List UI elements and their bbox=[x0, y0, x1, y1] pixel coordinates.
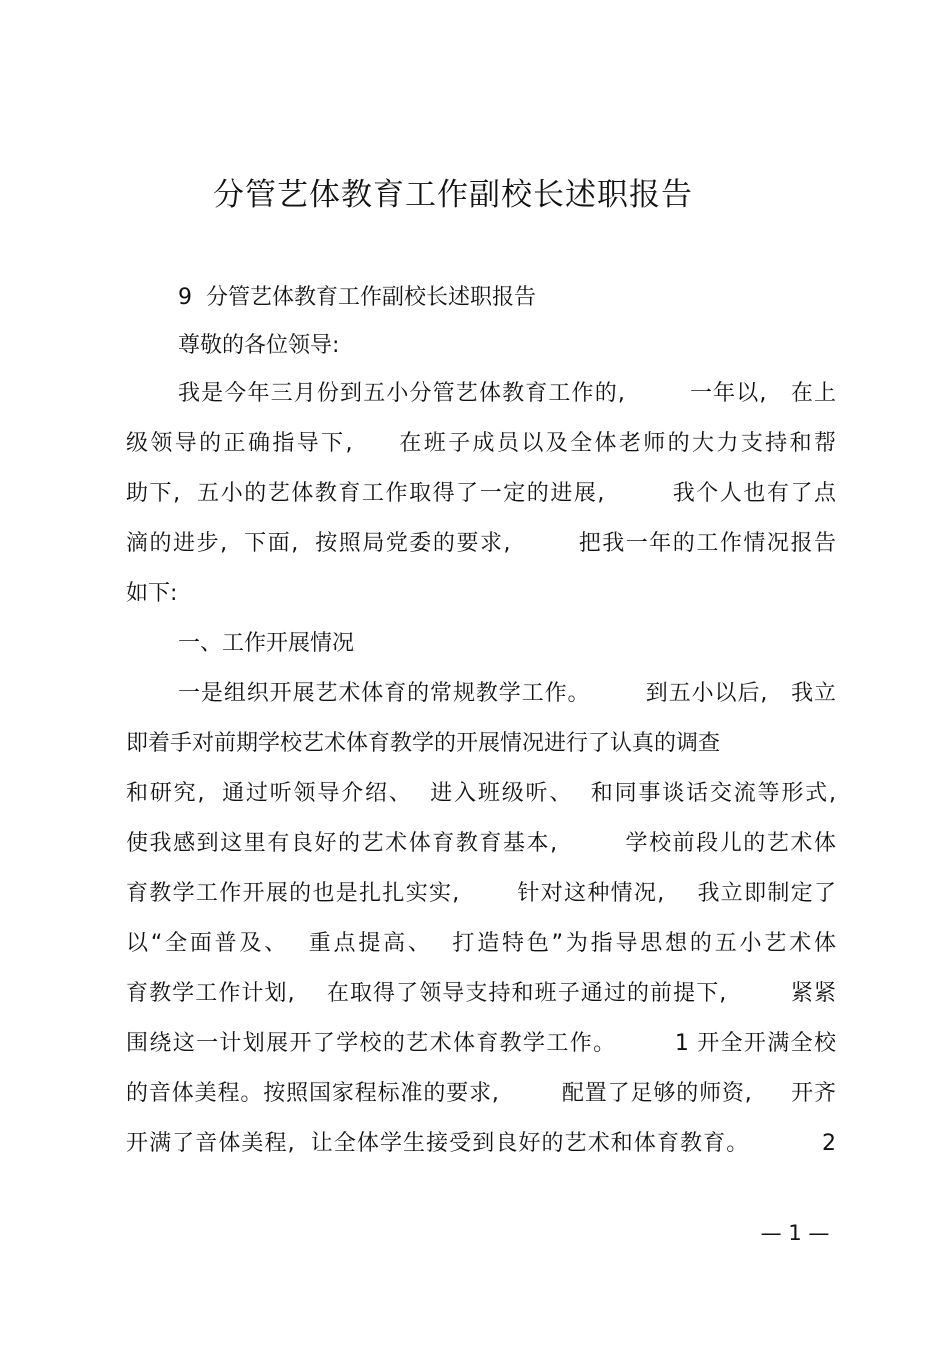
document-title: 分管艺体教育工作副校长述职报告 bbox=[213, 177, 693, 213]
body-line: 一是组织开展艺术体育的常规教学工作。 到五小以后, 我立 bbox=[178, 681, 836, 706]
body-line: 的音体美程。按照国家程标准的要求, 配置了足够的师资, 开齐 bbox=[126, 1081, 836, 1106]
section-heading: 一、工作开展情况 bbox=[178, 631, 355, 656]
salutation-line: 尊敬的各位领导: bbox=[178, 333, 340, 358]
subtitle-line: 9 分管艺体教育工作副校长述职报告 bbox=[178, 285, 536, 310]
body-line: 我是今年三月份到五小分管艺体教育工作的, 一年以, 在上 bbox=[178, 381, 836, 406]
body-line: 和研究, 通过听领导介绍、 进入班级听、 和同事谈话交流等形式, bbox=[126, 781, 836, 806]
body-line: 使我感到这里有良好的艺术体育教育基本, 学校前段儿的艺术体 bbox=[126, 831, 836, 856]
page-number: — 1 — bbox=[760, 1221, 830, 1245]
body-line: 育教学工作开展的也是扎扎实实, 针对这种情况, 我立即制定了 bbox=[126, 881, 836, 906]
body-line: 围绕这一计划展开了学校的艺术体育教学工作。 1 开全开满全校 bbox=[126, 1031, 836, 1056]
body-line: 以“全面普及、 重点提高、 打造特色”为指导思想的五小艺术体 bbox=[126, 931, 836, 956]
body-line: 如下: bbox=[126, 581, 178, 606]
body-line: 即着手对前期学校艺术体育教学的开展情况进行了认真的调查 bbox=[126, 731, 721, 756]
body-line: 育教学工作计划, 在取得了领导支持和班子通过的前提下, 紧紧 bbox=[126, 981, 836, 1006]
body-line: 助下, 五小的艺体教育工作取得了一定的进展, 我个人也有了点 bbox=[126, 481, 836, 506]
body-line: 滴的进步, 下面, 按照局党委的要求, 把我一年的工作情况报告 bbox=[126, 531, 836, 556]
body-line: 级领导的正确指导下, 在班子成员以及全体老师的大力支持和帮 bbox=[126, 431, 836, 456]
body-line: 开满了音体美程, 让全体学生接受到良好的艺术和体育教育。 2 bbox=[126, 1131, 836, 1156]
